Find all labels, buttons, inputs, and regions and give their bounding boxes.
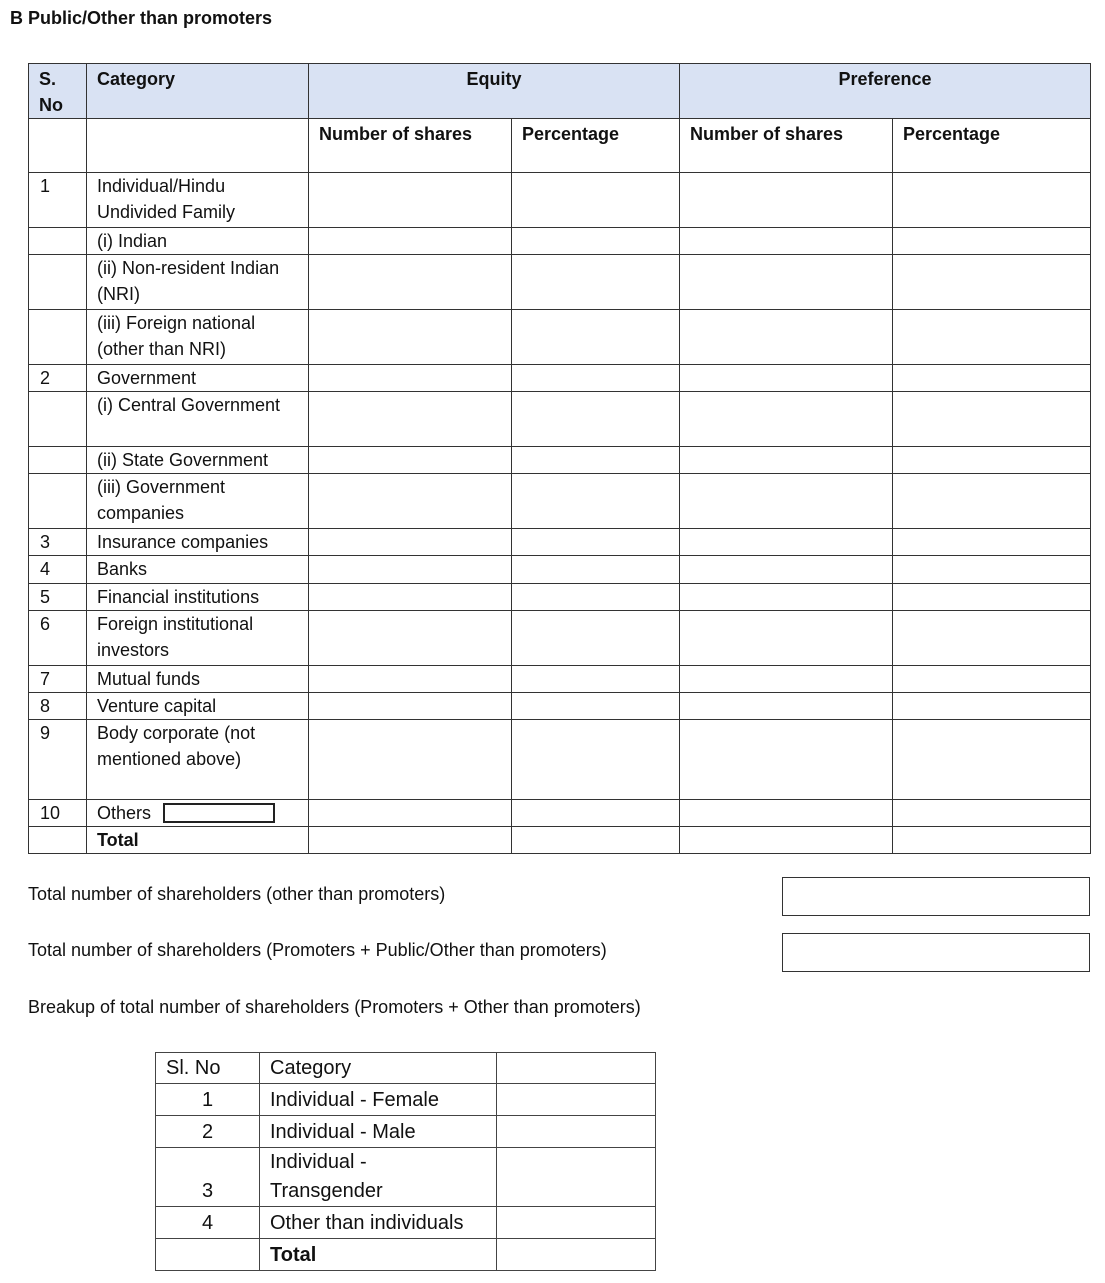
table-row [29, 228, 1091, 255]
preference-percentage-cell[interactable] [893, 800, 1091, 827]
breakup-value-cell[interactable] [497, 1148, 656, 1207]
subheader-empty [87, 119, 309, 173]
row-sno [29, 392, 87, 447]
row-sno [29, 255, 87, 310]
equity-percentage-cell[interactable] [512, 228, 680, 255]
breakup-label: Breakup of total number of shareholders (Promoters + Other than promoters) [28, 997, 641, 1017]
preference-percentage-cell[interactable] [893, 611, 1091, 666]
table-row [29, 447, 1091, 474]
row-category: Individual/Hindu Undivided Family [87, 173, 309, 228]
breakup-table [155, 1052, 656, 1271]
row-category: Venture capital [87, 693, 309, 720]
equity-number-cell[interactable] [309, 611, 512, 666]
equity-percentage-cell[interactable] [512, 173, 680, 228]
breakup-value-cell[interactable] [497, 1116, 656, 1148]
equity-percentage-cell[interactable] [512, 800, 680, 827]
row-sno: 1 [29, 173, 87, 228]
table-row [29, 365, 1091, 392]
row-sno [29, 310, 87, 365]
equity-percentage-cell[interactable] [512, 556, 680, 584]
equity-number-cell[interactable] [309, 392, 512, 447]
row-sno: 10 [29, 800, 87, 827]
preference-number-cell[interactable] [680, 365, 893, 392]
breakup-category: Individual - Male [260, 1116, 497, 1148]
breakup-category: Other than individuals [260, 1207, 497, 1239]
breakup-header-sno: Sl. No [156, 1053, 260, 1084]
table-row [29, 173, 1091, 228]
preference-number-cell[interactable] [680, 827, 893, 854]
equity-percentage-cell[interactable] [512, 584, 680, 611]
table-row [29, 693, 1091, 720]
row-category: (ii) Non-resident Indian (NRI) [87, 255, 309, 310]
preference-number-cell[interactable] [680, 474, 893, 529]
equity-number-cell[interactable] [309, 556, 512, 584]
row-category: (iii) Foreign national (other than NRI) [87, 310, 309, 365]
breakup-header-value [497, 1053, 656, 1084]
shareholding-table [28, 63, 1091, 854]
breakup-header-row [156, 1053, 656, 1084]
preference-percentage-cell[interactable] [893, 173, 1091, 228]
total-other-than-promoters-input[interactable] [782, 877, 1090, 916]
equity-number-cell[interactable] [309, 365, 512, 392]
row-category: (i) Central Government [87, 392, 309, 447]
row-sno: 9 [29, 720, 87, 800]
preference-percentage-cell[interactable] [893, 693, 1091, 720]
equity-percentage-cell[interactable] [512, 666, 680, 693]
row-category: Foreign institutional investors [87, 611, 309, 666]
preference-number-cell[interactable] [680, 800, 893, 827]
equity-percentage-cell[interactable] [512, 365, 680, 392]
preference-percentage-cell[interactable] [893, 529, 1091, 556]
equity-number-cell[interactable] [309, 255, 512, 310]
row-category-total: Total [87, 827, 309, 854]
preference-number-cell[interactable] [680, 720, 893, 800]
breakup-row [156, 1116, 656, 1148]
row-category: Others [97, 803, 152, 823]
equity-percentage-cell[interactable] [512, 693, 680, 720]
row-sno: 2 [29, 365, 87, 392]
preference-percentage-cell[interactable] [893, 310, 1091, 365]
preference-percentage-cell[interactable] [893, 447, 1091, 474]
preference-number-cell[interactable] [680, 584, 893, 611]
row-category: (ii) State Government [87, 447, 309, 474]
table-row [29, 310, 1091, 365]
preference-number-cell[interactable] [680, 693, 893, 720]
header-preference: Preference [680, 64, 1091, 119]
row-sno [29, 228, 87, 255]
preference-number-cell[interactable] [680, 666, 893, 693]
row-category: (i) Indian [87, 228, 309, 255]
breakup-value-cell[interactable] [497, 1239, 656, 1271]
others-specify-input[interactable] [163, 803, 275, 823]
equity-number-cell[interactable] [309, 474, 512, 529]
table-row-total [29, 827, 1091, 854]
preference-number-cell[interactable] [680, 392, 893, 447]
equity-percentage-cell[interactable] [512, 447, 680, 474]
row-sno [29, 447, 87, 474]
header-sno: S. No [29, 64, 87, 119]
breakup-sno: 4 [156, 1207, 260, 1239]
row-sno: 7 [29, 666, 87, 693]
preference-percentage-cell[interactable] [893, 365, 1091, 392]
breakup-row-total [156, 1239, 656, 1271]
equity-number-cell[interactable] [309, 310, 512, 365]
preference-number-cell[interactable] [680, 556, 893, 584]
equity-percentage-cell[interactable] [512, 392, 680, 447]
row-category: (iii) Government companies [87, 474, 309, 529]
preference-number-cell[interactable] [680, 255, 893, 310]
equity-percentage-cell[interactable] [512, 529, 680, 556]
preference-percentage-cell[interactable] [893, 255, 1091, 310]
breakup-category: Individual - Female [260, 1084, 497, 1116]
preference-number-cell[interactable] [680, 529, 893, 556]
row-sno: 8 [29, 693, 87, 720]
breakup-row [156, 1084, 656, 1116]
section-title: B Public/Other than promoters [10, 8, 273, 28]
breakup-sno [156, 1239, 260, 1271]
table-row [29, 584, 1091, 611]
row-category: Insurance companies [87, 529, 309, 556]
preference-percentage-cell[interactable] [893, 556, 1091, 584]
breakup-header-category: Category [260, 1053, 497, 1084]
breakup-sno: 2 [156, 1116, 260, 1148]
row-category: Government [87, 365, 309, 392]
preference-number-cell[interactable] [680, 310, 893, 365]
row-sno [29, 827, 87, 854]
equity-percentage-cell[interactable] [512, 310, 680, 365]
row-sno: 5 [29, 584, 87, 611]
preference-number-cell[interactable] [680, 173, 893, 228]
breakup-category: Individual - Transgender [260, 1148, 497, 1207]
breakup-category-total: Total [260, 1239, 497, 1271]
table-row [29, 474, 1091, 529]
preference-percentage-cell[interactable] [893, 827, 1091, 854]
table-row [29, 611, 1091, 666]
equity-number-cell[interactable] [309, 666, 512, 693]
equity-number-cell[interactable] [309, 584, 512, 611]
equity-number-cell[interactable] [309, 827, 512, 854]
equity-percentage-cell[interactable] [512, 720, 680, 800]
equity-percentage-cell[interactable] [512, 474, 680, 529]
subheader-preference-number: Number of shares [680, 119, 893, 173]
row-category: Mutual funds [87, 666, 309, 693]
equity-percentage-cell[interactable] [512, 255, 680, 310]
row-sno [29, 474, 87, 529]
preference-percentage-cell[interactable] [893, 474, 1091, 529]
breakup-row [156, 1207, 656, 1239]
equity-number-cell[interactable] [309, 447, 512, 474]
equity-number-cell[interactable] [309, 720, 512, 800]
breakup-value-cell[interactable] [497, 1084, 656, 1116]
breakup-sno: 1 [156, 1084, 260, 1116]
row-sno: 3 [29, 529, 87, 556]
preference-percentage-cell[interactable] [893, 392, 1091, 447]
equity-percentage-cell[interactable] [512, 827, 680, 854]
equity-number-cell[interactable] [309, 529, 512, 556]
header-category: Category [87, 64, 309, 119]
breakup-sno: 3 [156, 1148, 260, 1207]
equity-percentage-cell[interactable] [512, 611, 680, 666]
preference-number-cell[interactable] [680, 228, 893, 255]
preference-number-cell[interactable] [680, 611, 893, 666]
table-row [29, 800, 1091, 827]
total-all-shareholders-label: Total number of shareholders (Promoters + Public/Other than promoters) [28, 940, 607, 960]
row-category: Financial institutions [87, 584, 309, 611]
table-row [29, 529, 1091, 556]
breakup-value-cell[interactable] [497, 1207, 656, 1239]
preference-percentage-cell[interactable] [893, 666, 1091, 693]
table-row [29, 556, 1091, 584]
total-other-than-promoters-label: Total number of shareholders (other than promoters) [28, 884, 446, 904]
row-category: Body corporate (not mentioned above) [87, 720, 309, 800]
total-all-shareholders-input[interactable] [782, 933, 1090, 972]
breakup-row [156, 1148, 656, 1207]
row-sno: 6 [29, 611, 87, 666]
preference-number-cell[interactable] [680, 447, 893, 474]
row-sno: 4 [29, 556, 87, 584]
equity-number-cell[interactable] [309, 228, 512, 255]
subheader-preference-percentage: Percentage [893, 119, 1091, 173]
equity-number-cell[interactable] [309, 800, 512, 827]
preference-percentage-cell[interactable] [893, 584, 1091, 611]
table-row [29, 392, 1091, 447]
equity-number-cell[interactable] [309, 173, 512, 228]
table-row [29, 255, 1091, 310]
equity-number-cell[interactable] [309, 693, 512, 720]
header-equity: Equity [309, 64, 680, 119]
table-row [29, 666, 1091, 693]
preference-percentage-cell[interactable] [893, 720, 1091, 800]
row-category: Banks [87, 556, 309, 584]
subheader-equity-number: Number of shares [309, 119, 512, 173]
subheader-equity-percentage: Percentage [512, 119, 680, 173]
preference-percentage-cell[interactable] [893, 228, 1091, 255]
subheader-empty [29, 119, 87, 173]
table-row [29, 720, 1091, 800]
row-category-others [87, 800, 309, 827]
